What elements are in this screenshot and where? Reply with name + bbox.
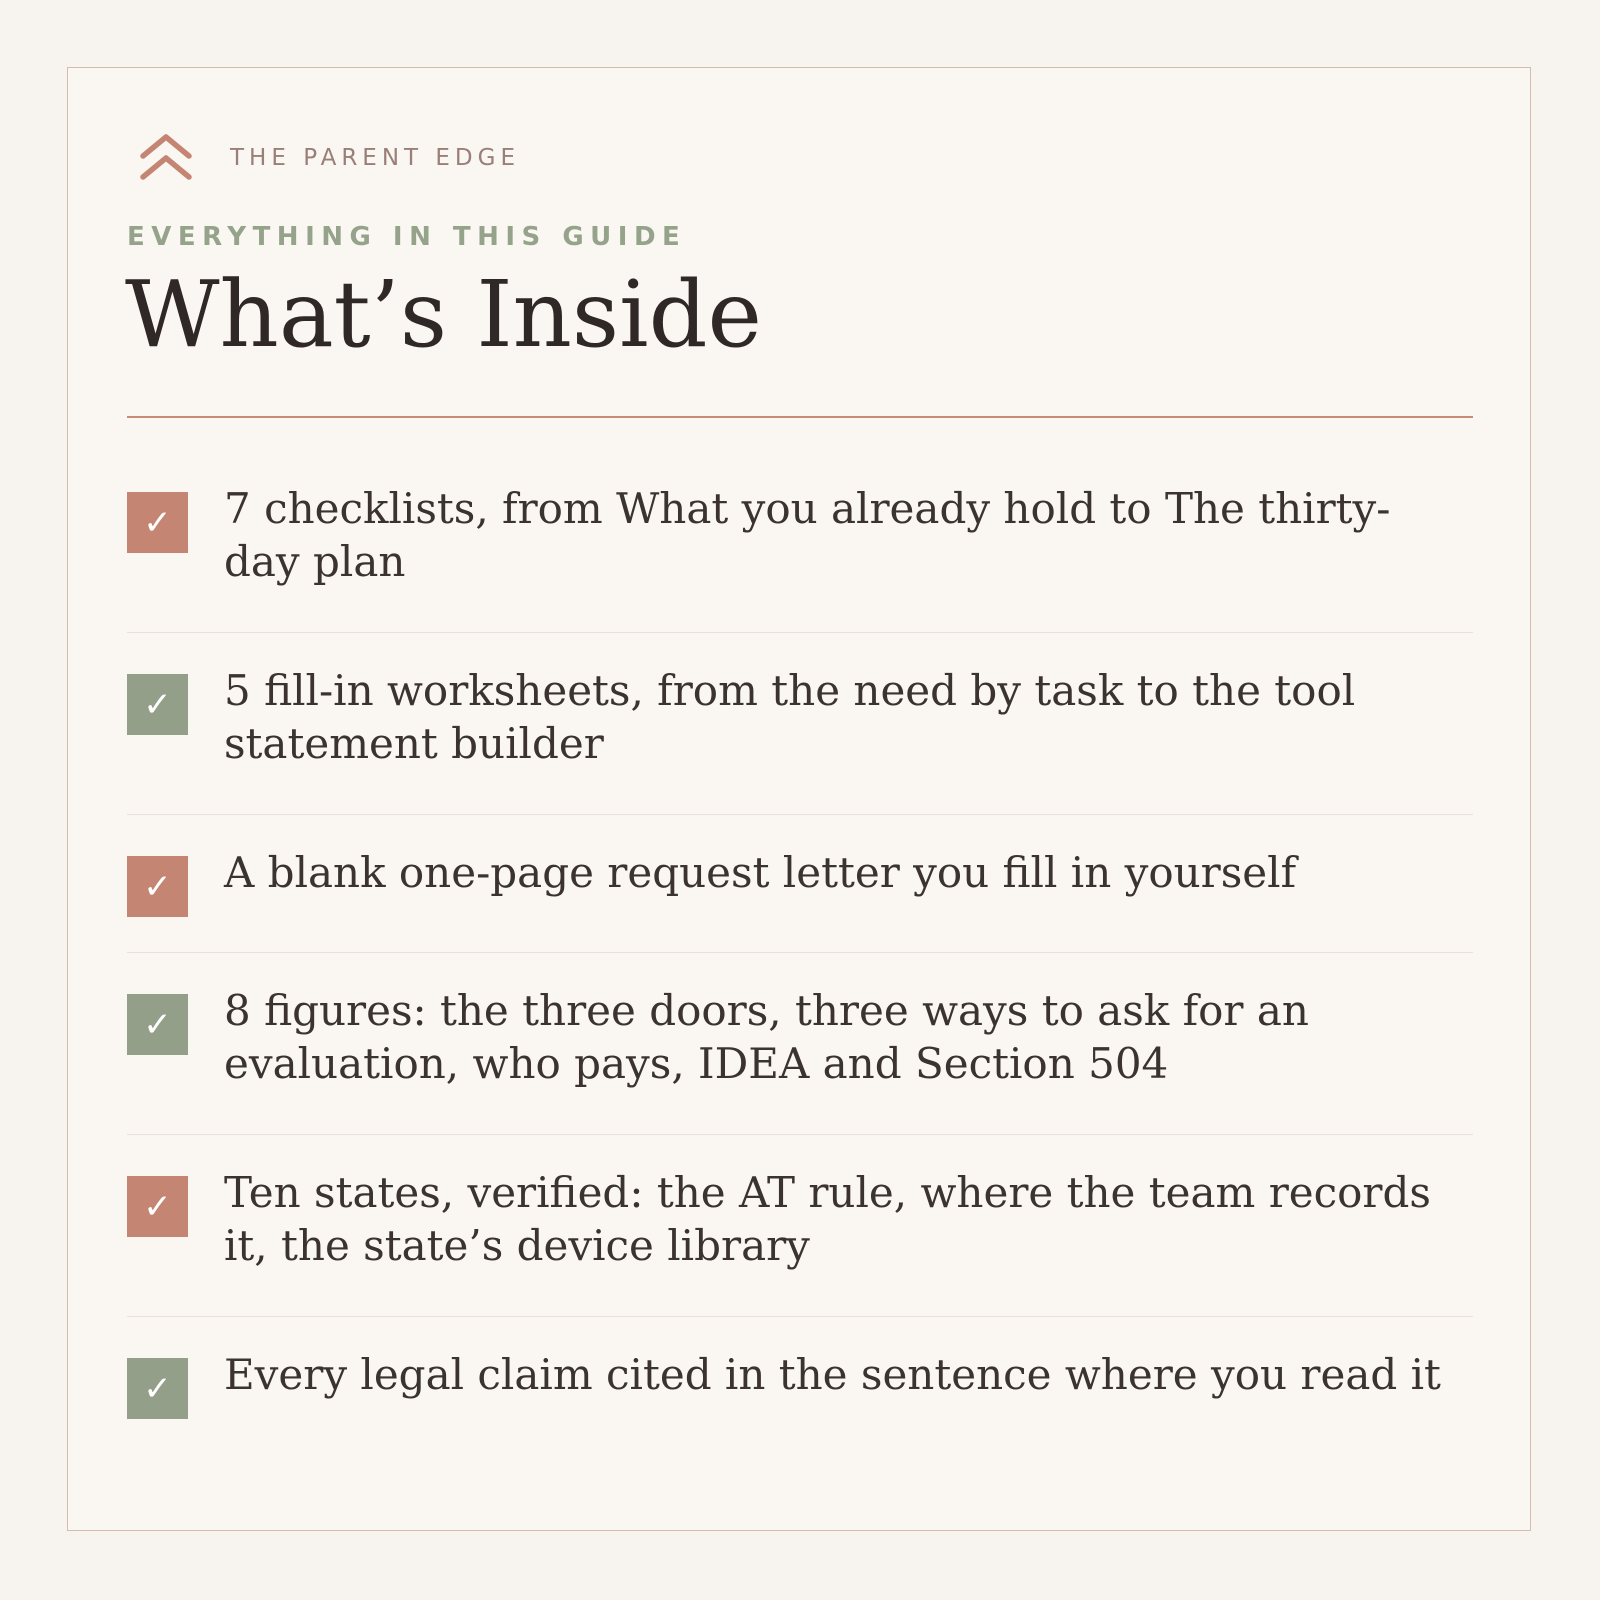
item-divider [127,1134,1473,1135]
item-divider [127,952,1473,953]
list-item-text: 5 fill-in worksheets, from the need by task to the tool statement builder [224,666,1356,768]
double-chevron-up-icon [138,130,194,186]
checkbox-checked-icon: ✓ [127,856,188,917]
title-rule [127,416,1473,418]
list-item-text: A blank one-page request letter you fill in yourself [224,848,1297,897]
item-divider [127,632,1473,633]
list-item-text: 8 figures: the three doors, three ways to ask for an evaluation, who pays, IDEA and Section 504 [224,986,1309,1088]
page-title: What’s Inside [125,261,762,368]
item-divider [127,1316,1473,1317]
checkbox-checked-icon: ✓ [127,1176,188,1237]
checkbox-checked-icon: ✓ [127,994,188,1055]
checkbox-checked-icon: ✓ [127,674,188,735]
brand-name: THE PARENT EDGE [230,145,520,171]
checkbox-checked-icon: ✓ [127,492,188,553]
list-item-text: Every legal claim cited in the sentence where you read it [224,1350,1441,1399]
eyebrow-label: EVERYTHING IN THIS GUIDE [127,222,687,252]
list-item-text: 7 checklists, from What you already hold to The thirty-day plan [224,484,1391,586]
checkbox-checked-icon: ✓ [127,1358,188,1419]
item-divider [127,814,1473,815]
list-item-text: Ten states, verified: the AT rule, where the team records it, the state’s device library [224,1168,1431,1270]
brand-header [138,130,520,186]
